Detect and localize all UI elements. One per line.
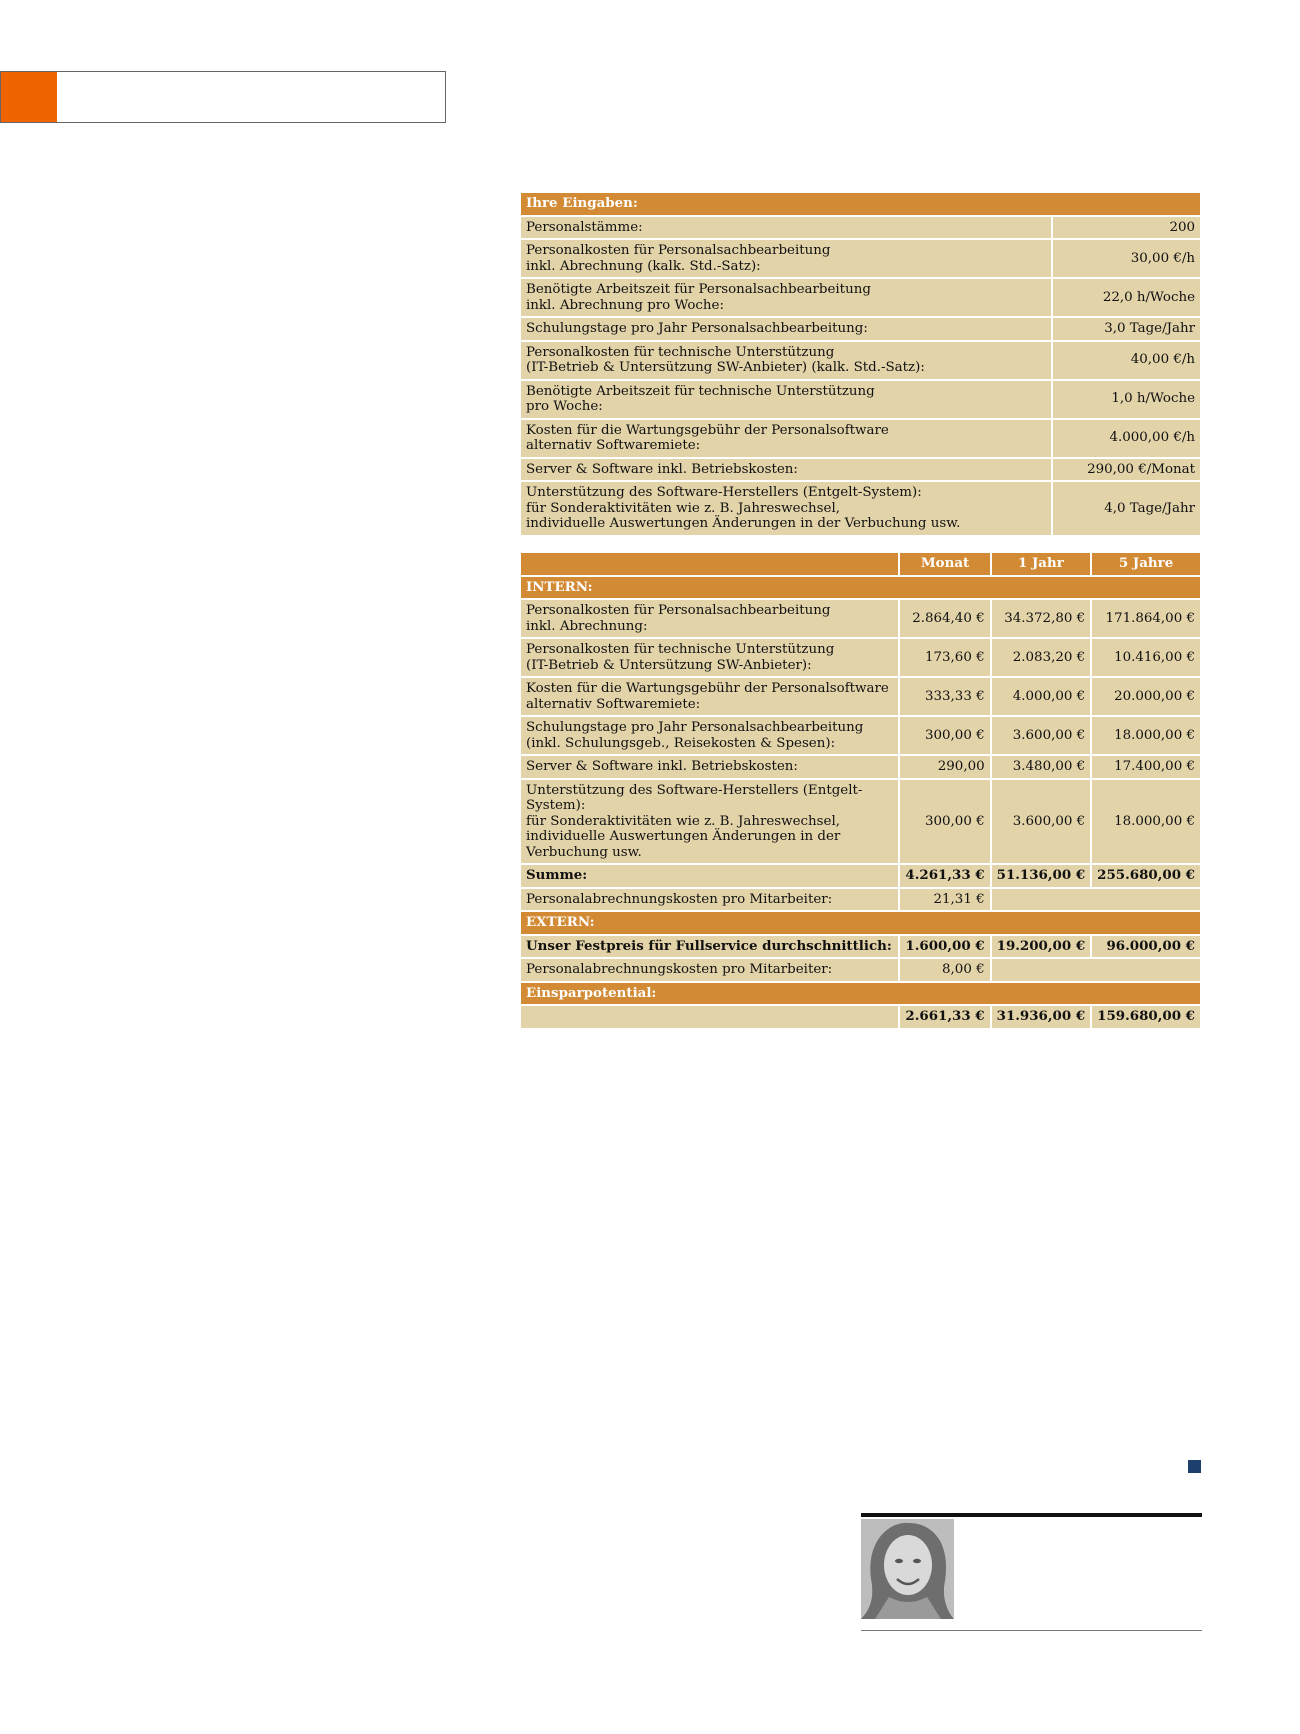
- cost-value: 290,00: [900, 756, 989, 778]
- cost-value: 171.864,00 €: [1092, 600, 1200, 637]
- column-header-5-jahre: 5 Jahre: [1092, 553, 1200, 575]
- input-row: [521, 482, 1200, 535]
- costs-column-header-row: [521, 553, 1200, 575]
- cost-value: 333,33 €: [900, 678, 989, 715]
- intern-cost-row: [521, 756, 1200, 778]
- cost-value: 18.000,00 €: [1092, 780, 1200, 864]
- row-label: [521, 420, 1051, 457]
- cost-value: 18.000,00 €: [1092, 717, 1200, 754]
- input-row: [521, 279, 1200, 316]
- label-line: Personalkosten für Personalsachbearbeitung: [526, 603, 831, 618]
- savings-row: [521, 1006, 1200, 1028]
- row-label: Personalabrechnungskosten pro Mitarbeiter:: [521, 889, 898, 911]
- end-of-article-square: [1188, 1460, 1201, 1473]
- intern-cost-row: [521, 780, 1200, 864]
- intern-header-row: [521, 577, 1200, 599]
- label-line: Benötigte Arbeitszeit für technische Unterstützung: [526, 383, 875, 399]
- input-row: [521, 217, 1200, 239]
- savings-value: 159.680,00 €: [1092, 1006, 1200, 1028]
- per-employee-value: 21,31 €: [900, 889, 989, 911]
- row-label: [521, 780, 898, 864]
- label-line: Unterstützung des Software-Herstellers (Entgelt-System):: [526, 782, 863, 813]
- label-line: Kosten für die Wartungsgebühr der Personalsoftware: [526, 681, 889, 696]
- label-line: (inkl. Schulungsgeb., Reisekosten & Spesen):: [526, 735, 836, 751]
- label-line: Benötigte Arbeitszeit für Personalsachbearbeitung: [526, 282, 871, 297]
- label-line: Server & Software inkl. Betriebskosten:: [526, 461, 798, 477]
- label-line: (IT-Betrieb & Untersützung SW-Anbieter) (kalk. Std.-Satz):: [526, 360, 925, 375]
- header-bar: [0, 71, 446, 123]
- label-line: alternativ Softwaremiete:: [526, 438, 701, 453]
- cost-value: 1.600,00 €: [900, 936, 989, 958]
- input-value: 3,0 Tage/Jahr: [1053, 318, 1200, 340]
- input-row: [521, 240, 1200, 277]
- label-line: (IT-Betrieb & Untersützung SW-Anbieter):: [526, 657, 812, 673]
- empty-cell: [521, 1006, 898, 1028]
- row-label: [521, 639, 898, 676]
- input-value: 4,0 Tage/Jahr: [1053, 482, 1200, 535]
- input-value: 200: [1053, 217, 1200, 239]
- intern-cost-row: [521, 639, 1200, 676]
- savings-header: Einsparpotential:: [521, 983, 1200, 1005]
- cost-value: 20.000,00 €: [1092, 678, 1200, 715]
- author-box-top-rule: [861, 1513, 1202, 1517]
- savings-value: 31.936,00 €: [992, 1006, 1091, 1028]
- cost-value: 51.136,00 €: [992, 865, 1091, 887]
- row-label: Unser Festpreis für Fullservice durchschnittlich:: [521, 936, 898, 958]
- cost-value: 96.000,00 €: [1092, 936, 1200, 958]
- savings-value: 2.661,33 €: [900, 1006, 989, 1028]
- row-label: [521, 318, 1051, 340]
- label-line: Personalkosten für Personalsachbearbeitung: [526, 243, 831, 258]
- label-line: für Sonderaktivitäten wie z. B. Jahreswechsel,: [526, 500, 841, 516]
- cost-value: 19.200,00 €: [992, 936, 1091, 958]
- row-label: [521, 459, 1051, 481]
- label-line: Personalstämme:: [526, 219, 643, 235]
- cost-value: 2.864,40 €: [900, 600, 989, 637]
- input-value: 1,0 h/Woche: [1053, 381, 1200, 418]
- cost-value: 10.416,00 €: [1092, 639, 1200, 676]
- input-value: 290,00 €/Monat: [1053, 459, 1200, 481]
- row-label: [521, 217, 1051, 239]
- label-line: alternativ Softwaremiete:: [526, 696, 701, 712]
- label-line: inkl. Abrechnung (kalk. Std.-Satz):: [526, 258, 761, 274]
- per-employee-value: 8,00 €: [900, 959, 989, 981]
- intern-cost-row: [521, 678, 1200, 715]
- row-label: [521, 717, 898, 754]
- row-label: [521, 482, 1051, 535]
- row-label: Summe:: [521, 865, 898, 887]
- label-line: individuelle Auswertungen Änderungen in der Verbuchung usw.: [526, 829, 841, 860]
- row-label: [521, 600, 898, 637]
- cost-value: 3.600,00 €: [992, 717, 1091, 754]
- input-value: 4.000,00 €/h: [1053, 420, 1200, 457]
- input-value: 40,00 €/h: [1053, 342, 1200, 379]
- inputs-header: Ihre Eingaben:: [521, 193, 1200, 215]
- cost-value: 300,00 €: [900, 780, 989, 864]
- cost-value: 3.480,00 €: [992, 756, 1091, 778]
- cost-value: 300,00 €: [900, 717, 989, 754]
- label-line: individuelle Auswertungen Änderungen in der Verbuchung usw.: [526, 516, 961, 531]
- extern-per-employee-row: [521, 959, 1200, 981]
- input-row: [521, 420, 1200, 457]
- costs-column-header-label: [521, 553, 898, 575]
- intern-cost-row: [521, 600, 1200, 637]
- row-label: Personalabrechnungskosten pro Mitarbeiter:: [521, 959, 898, 981]
- label-line: Kosten für die Wartungsgebühr der Personalsoftware: [526, 422, 889, 438]
- label-line: Personalkosten für technische Unterstützung: [526, 642, 835, 657]
- intern-per-employee-row: [521, 889, 1200, 911]
- inputs-table: [519, 191, 1202, 537]
- label-line: Schulungstage pro Jahr Personalsachbearbeitung: [526, 720, 864, 735]
- intern-sum-row: [521, 865, 1200, 887]
- label-line: Personalkosten für technische Unterstützung: [526, 344, 835, 360]
- extern-header-row: [521, 912, 1200, 934]
- cost-value: 3.600,00 €: [992, 780, 1091, 864]
- row-label: [521, 381, 1051, 418]
- cost-value: 4.000,00 €: [992, 678, 1091, 715]
- row-label: [521, 678, 898, 715]
- intern-header: INTERN:: [521, 577, 1200, 599]
- cost-value: 255.680,00 €: [1092, 865, 1200, 887]
- label-line: inkl. Abrechnung pro Woche:: [526, 297, 724, 313]
- input-row: [521, 342, 1200, 379]
- cost-value: 2.083,20 €: [992, 639, 1091, 676]
- label-line: Server & Software inkl. Betriebskosten:: [526, 759, 798, 774]
- label-line: pro Woche:: [526, 399, 603, 414]
- savings-header-row: [521, 983, 1200, 1005]
- extern-header: EXTERN:: [521, 912, 1200, 934]
- empty-cell: [992, 889, 1200, 911]
- column-header-1-jahr: 1 Jahr: [992, 553, 1091, 575]
- costs-table: [519, 551, 1202, 1030]
- empty-cell: [992, 959, 1200, 981]
- column-header-monat: Monat: [900, 553, 989, 575]
- extern-fixed-price-row: [521, 936, 1200, 958]
- row-label: [521, 756, 898, 778]
- row-label: [521, 240, 1051, 277]
- row-label: [521, 342, 1051, 379]
- cost-value: 17.400,00 €: [1092, 756, 1200, 778]
- cost-value: 34.372,80 €: [992, 600, 1091, 637]
- input-row: [521, 459, 1200, 481]
- author-photo: [861, 1519, 954, 1619]
- input-value: 22,0 h/Woche: [1053, 279, 1200, 316]
- label-line: Unterstützung des Software-Herstellers (Entgelt-System):: [526, 485, 922, 500]
- header-accent: [1, 72, 57, 122]
- input-row: [521, 318, 1200, 340]
- intern-cost-row: [521, 717, 1200, 754]
- cost-value: 173,60 €: [900, 639, 989, 676]
- label-line: für Sonderaktivitäten wie z. B. Jahreswechsel,: [526, 813, 841, 829]
- label-line: inkl. Abrechnung:: [526, 618, 648, 634]
- cost-value: 4.261,33 €: [900, 865, 989, 887]
- author-portrait-icon: [861, 1519, 954, 1619]
- input-row: [521, 381, 1200, 418]
- label-line: Schulungstage pro Jahr Personalsachbearbeitung:: [526, 321, 868, 336]
- inputs-header-row: [521, 193, 1200, 215]
- input-value: 30,00 €/h: [1053, 240, 1200, 277]
- row-label: [521, 279, 1051, 316]
- author-box-bottom-rule: [861, 1630, 1202, 1631]
